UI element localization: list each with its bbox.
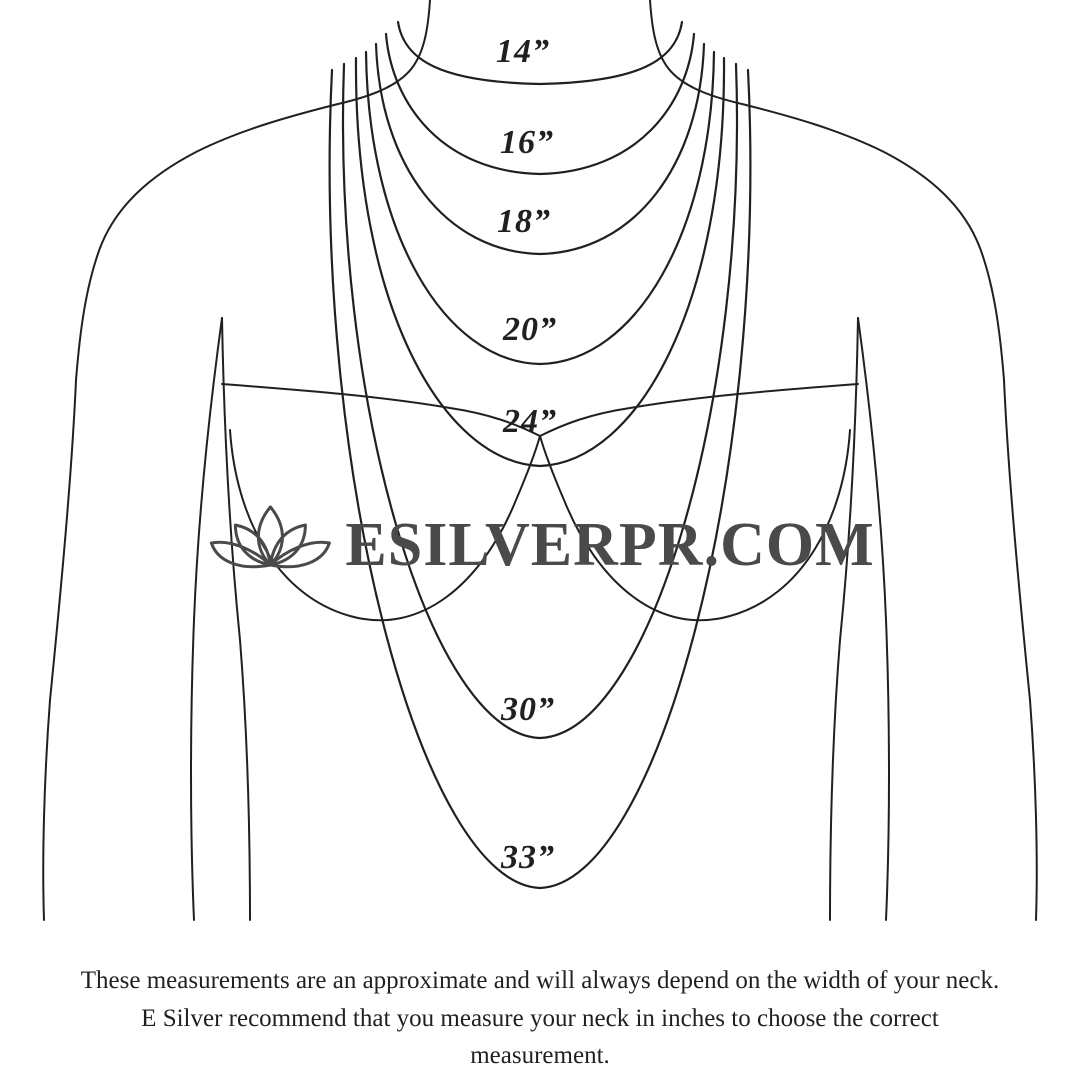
length-label-18: 18” [497, 203, 551, 240]
length-label-14: 14” [496, 33, 550, 70]
length-label-16: 16” [500, 124, 554, 161]
length-label-24: 24” [503, 403, 557, 440]
length-label-33: 33” [501, 839, 555, 876]
chart-caption: These measurements are an approximate and will always depend on the width of your neck. E Silver recommend that you measure your neck in inches to choose the correct measurement. [80, 967, 1000, 1069]
watermark-text: ESILVERPR.COM [345, 510, 875, 579]
length-label-30: 30” [501, 691, 555, 728]
length-label-20: 20” [503, 311, 557, 348]
